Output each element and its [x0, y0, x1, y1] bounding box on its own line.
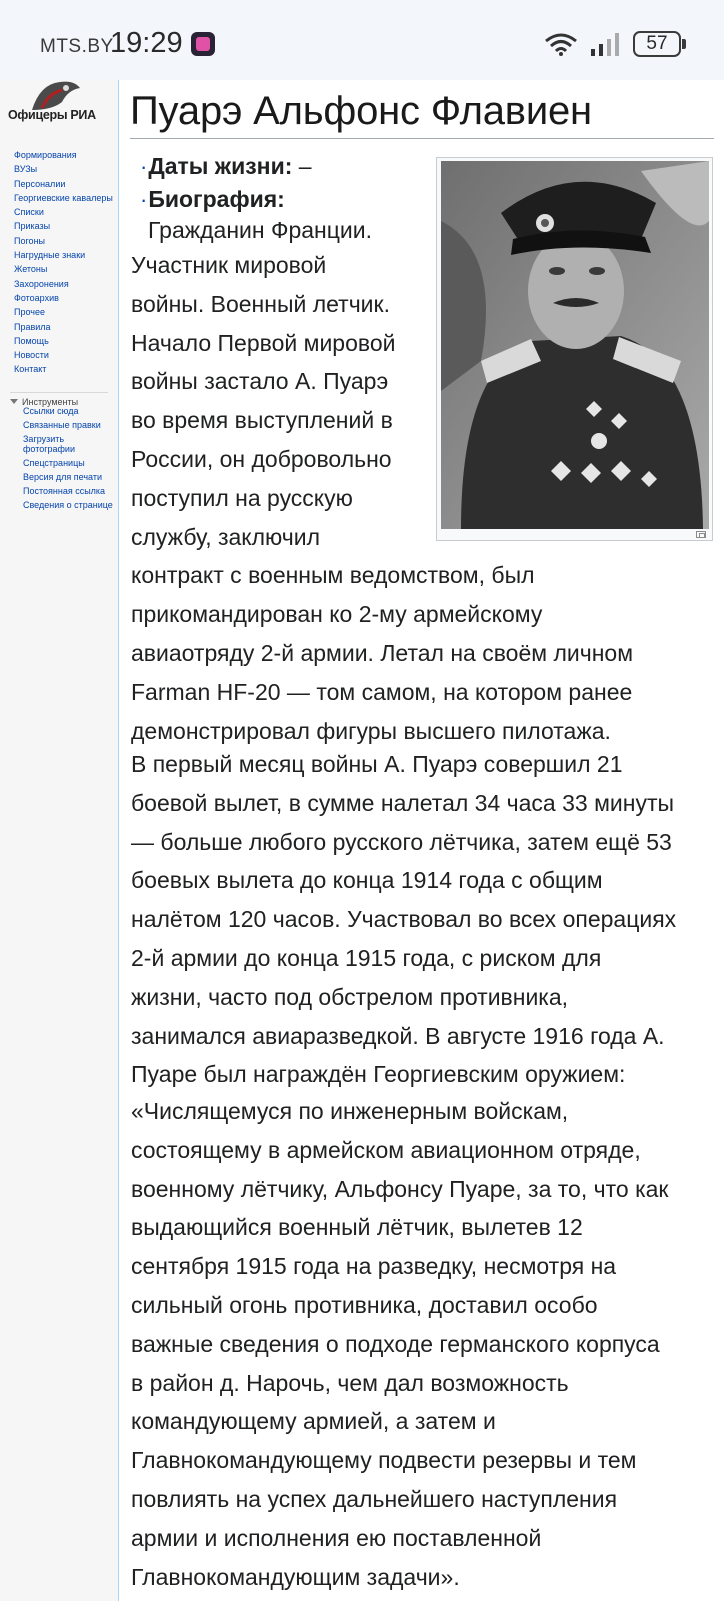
sidebar-link[interactable]: Нагрудные знаки: [14, 250, 86, 261]
sidebar-link[interactable]: Приказы: [14, 221, 51, 232]
text-line: военному лётчику, Альфонсу Пуаре, за то, что как: [131, 1175, 669, 1202]
video-app-icon: [191, 32, 215, 56]
text-line: войны. Военный летчик.: [131, 290, 390, 317]
text-line: состоящему в армейском авиационном отряде,: [131, 1136, 641, 1163]
sidebar-navigation: [14, 150, 114, 379]
text-line: жизни, часто под обстрелом противника,: [131, 983, 569, 1010]
tools-link[interactable]: Сведения о странице: [23, 500, 113, 510]
text-line: во время выступлений в: [131, 407, 393, 434]
dates-value: –: [292, 153, 312, 179]
biography-heading: [140, 182, 285, 217]
tools-link[interactable]: Постоянная ссылка: [23, 486, 106, 496]
dates-of-life: [140, 149, 312, 184]
text-line: сентября 1915 года на разведку, несмотря на: [131, 1253, 617, 1280]
bullet-icon: ·: [140, 154, 148, 179]
tools-link[interactable]: Ссылки сюда: [23, 406, 79, 416]
biography-first-line: Гражданин Франции.: [148, 217, 373, 243]
status-bar: [0, 0, 724, 80]
text-line: важные сведения о подходе германского корпуса: [131, 1330, 660, 1357]
text-line: поступил на русскую: [131, 484, 353, 511]
signal-strength-icon: [590, 31, 624, 57]
text-line: прикомандирован ко 2-му армейскому: [131, 601, 543, 628]
page-title: Пуарэ Альфонс Флавиен: [130, 88, 714, 139]
text-line: Начало Первой мировой: [131, 329, 396, 356]
sidebar-link[interactable]: Захоронения: [14, 278, 69, 289]
text-line: выдающийся военный лётчик, вылетев 12: [131, 1214, 583, 1241]
battery-indicator: 57: [633, 31, 681, 57]
text-line: Farman HF-20 — том самом, на котором ранее: [131, 678, 633, 705]
tools-link[interactable]: Спецстраницы: [23, 458, 85, 468]
battery-tip: [682, 39, 686, 49]
biography-paragraph-2: [131, 745, 676, 1094]
text-line: Пуаре был награждён Георгиевским оружием:: [131, 1061, 626, 1088]
text-line: демонстрировал фигуры высшего пилотажа.: [131, 717, 611, 744]
text-line: Главнокомандующему подвести резервы и тем: [131, 1447, 637, 1474]
text-line: авиаотряду 2-й армии. Летал на своём личном: [131, 639, 634, 666]
text-line: командующему армией, а затем и: [131, 1408, 496, 1435]
sidebar-link[interactable]: Помощь: [14, 335, 49, 346]
text-line: «Числящемуся по инженерным войскам,: [131, 1098, 569, 1124]
text-line: боевой вылет, в сумме налетал 34 часа 33 минуты: [131, 789, 675, 816]
sidebar-link[interactable]: Формирования: [14, 150, 77, 160]
collapse-triangle-icon: [10, 399, 18, 404]
sidebar-link[interactable]: Списки: [14, 207, 44, 218]
sidebar-link[interactable]: ВУЗы: [14, 164, 38, 175]
tools-link[interactable]: Версия для печати: [23, 472, 103, 482]
text-line: армии и исполнения ею поставленной: [131, 1524, 542, 1551]
sidebar-link[interactable]: Георгиевские кавалеры: [14, 192, 113, 203]
text-line: Главнокомандующим задачи».: [131, 1563, 460, 1590]
dates-label: Даты жизни:: [148, 153, 293, 179]
bullet-icon: ·: [140, 187, 148, 212]
tools-link[interactable]: Связанные правки: [23, 420, 101, 430]
text-line: в район д. Нарочь, чем дал возможность: [131, 1369, 569, 1396]
carrier-name: MTS.BY: [40, 36, 114, 57]
tools-list: [23, 406, 113, 514]
text-line: Участник мировой: [131, 252, 327, 278]
text-line: сильный огонь противника, доставил особо: [131, 1291, 598, 1318]
site-logo-text[interactable]: Офицеры РИА: [8, 108, 96, 122]
sidebar: [0, 80, 119, 1601]
sidebar-link[interactable]: Жетоны: [14, 264, 48, 275]
sidebar-link[interactable]: Погоны: [14, 235, 46, 246]
text-line: войны застало А. Пуарэ: [131, 368, 389, 395]
text-line: 2-й армии до конца 1915 года, с риском для: [131, 944, 602, 971]
sidebar-link[interactable]: Новости: [14, 350, 49, 361]
text-line: В первый месяц войны А. Пуарэ совершил 21: [131, 751, 623, 777]
text-line: занимался авиаразведкой. В августе 1916 года А.: [131, 1022, 665, 1049]
biography-label: Биография:: [148, 186, 285, 212]
sidebar-link[interactable]: Фотоархив: [14, 292, 59, 303]
award-citation-paragraph: [131, 1092, 669, 1596]
biography-paragraph-1: [131, 246, 633, 750]
text-line: — больше любого русского лётчика, затем ещё 53: [131, 828, 672, 855]
text-line: повлиять на успех дальнейшего наступления: [131, 1485, 618, 1512]
enlarge-icon[interactable]: [696, 531, 706, 538]
tools-link[interactable]: Загрузить фотографии: [23, 434, 75, 454]
clock: 19:29: [110, 27, 183, 59]
sidebar-link[interactable]: Персоналии: [14, 178, 66, 189]
text-line: контракт с военным ведомством, был: [131, 562, 535, 589]
text-line: службу, заключил: [131, 523, 321, 550]
sidebar-link[interactable]: Прочее: [14, 307, 45, 318]
tools-heading: Инструменты: [22, 397, 79, 407]
wifi-icon: [544, 32, 578, 56]
text-line: России, он добровольно: [131, 445, 392, 472]
text-line: налётом 120 часов. Участвовал во всех операциях: [131, 906, 677, 933]
text-line: боевых вылета до конца 1914 года с общим: [131, 867, 603, 894]
sidebar-link[interactable]: Правила: [14, 321, 51, 332]
tools-section-toggle[interactable]: [10, 392, 108, 407]
sidebar-link[interactable]: Контакт: [14, 364, 47, 375]
